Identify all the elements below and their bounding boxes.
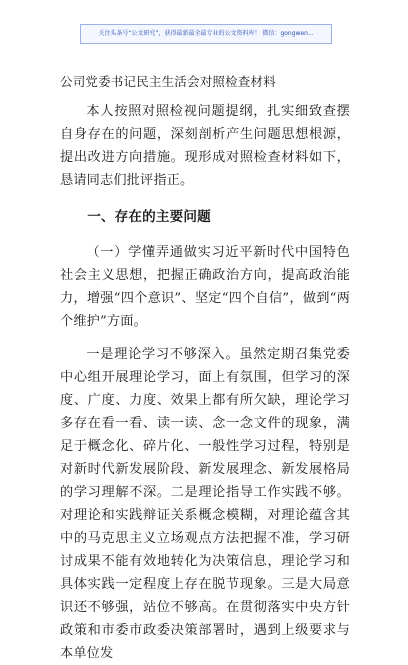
subsection-paragraph: （一）学懂弄通做实习近平新时代中国特色社会主义思想，把握正确政治方向，提高政治能力，增强“四个意识”、坚定“四个自信”，做到“两个维护”方面。 xyxy=(60,245,350,329)
section-heading: 一、存在的主要问题 xyxy=(87,209,211,225)
document-body xyxy=(60,100,350,665)
promo-banner: 关注头条号“公文研究”，获得最新最全最专业的公文资料库！ 微信：gongwen... xyxy=(80,24,332,44)
document-title: 公司党委书记民主生活会对照检查材料 xyxy=(60,74,276,89)
intro-paragraph: 本人按照对照检视问题提纲，扎实细致查摆自身存在的问题，深刻剖析产生问题思想根源，提出改进方向措施。现形成对照检查材料如下，恳请同志们批评指正。 xyxy=(60,104,350,188)
body-paragraph: 一是理论学习不够深入。虽然定期召集党委中心组开展理论学习，面上有氛围，但学习的深度、广度、力度、效果上都有所欠缺，理论学习多存在看一看、读一读、念一念文件的现象，满足于概念化、碎片化、一般性学习过程，特别是对新时代新发展阶段、新发展理念、新发展格局的学习理解不深。二是理论指导工作实践不够。对理论和实践辩证关系概念模糊，对理论蕴含其中的马克思主义立场观点方法把握不准，学习研讨成果不能有效地转化为决策信息，理论学习和具体实践一定程度上存在脱节现象。三是大局意识还不够强，站位不够高。在贯彻落实中央方针政策和市委市政委决策部署时，遇到上级要求与本单位发 xyxy=(60,347,350,661)
